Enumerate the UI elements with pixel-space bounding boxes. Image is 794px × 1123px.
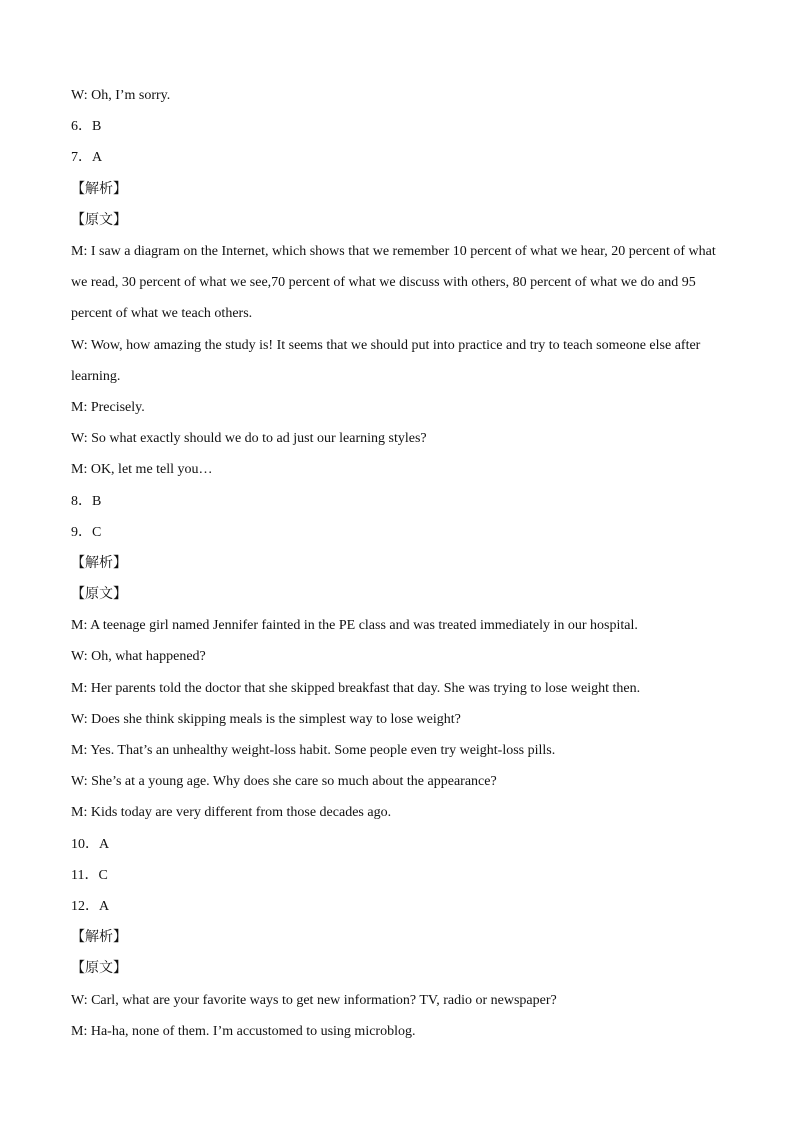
text-line: M: I saw a diagram on the Internet, which shows that we remember 10 percent of what we hear, 20 percent of what we read, 30 percent of what we see,70 percent of what we discuss with others, 80 percent of what we do and 95 percent of what we teach others. — [71, 243, 716, 322]
text-line: 11．C — [71, 867, 108, 883]
text-line: M: OK, let me tell you… — [71, 462, 213, 478]
text-line: 8．B — [71, 493, 102, 509]
text-line: W: Oh, what happened? — [71, 649, 206, 665]
document-body — [71, 80, 721, 1047]
text-line: W: Oh, I’m sorry. — [71, 88, 171, 103]
text-line: 10．A — [71, 836, 110, 852]
section-label: 【原文】 — [71, 586, 127, 603]
text-line: M: Kids today are very different from those decades ago. — [71, 805, 392, 821]
text-line: M: Her parents told the doctor that she skipped breakfast that day. She was trying to lose weight then. — [71, 680, 641, 696]
section-label: 【解析】 — [71, 554, 127, 571]
text-line: M: Precisely. — [71, 399, 145, 415]
text-line: W: Does she think skipping meals is the simplest way to lose weight? — [71, 711, 461, 727]
section-label: 【解析】 — [71, 180, 127, 197]
section-label: 【解析】 — [71, 929, 127, 946]
section-label: 【原文】 — [71, 960, 127, 977]
text-line: W: She’s at a young age. Why does she care so much about the appearance? — [71, 774, 497, 790]
section-label: 【原文】 — [71, 211, 127, 228]
text-line: 9．C — [71, 524, 102, 540]
text-line: W: Wow, how amazing the study is! It seems that we should put into practice and try to teach someone else after learning. — [71, 337, 701, 384]
text-line: 7．A — [71, 150, 103, 166]
text-line: W: So what exactly should we do to ad just our learning styles? — [71, 431, 427, 447]
text-line: W: Carl, what are your favorite ways to get new information? TV, radio or newspaper? — [71, 992, 557, 1008]
text-line: M: Ha-ha, none of them. I’m accustomed to using microblog. — [71, 1023, 416, 1039]
text-line: M: A teenage girl named Jennifer fainted in the PE class and was treated immediately in our hospital. — [71, 618, 638, 634]
text-line: 12．A — [71, 898, 110, 914]
text-line: M: Yes. That’s an unhealthy weight-loss habit. Some people even try weight-loss pills. — [71, 743, 556, 759]
text-line: 6．B — [71, 119, 102, 135]
